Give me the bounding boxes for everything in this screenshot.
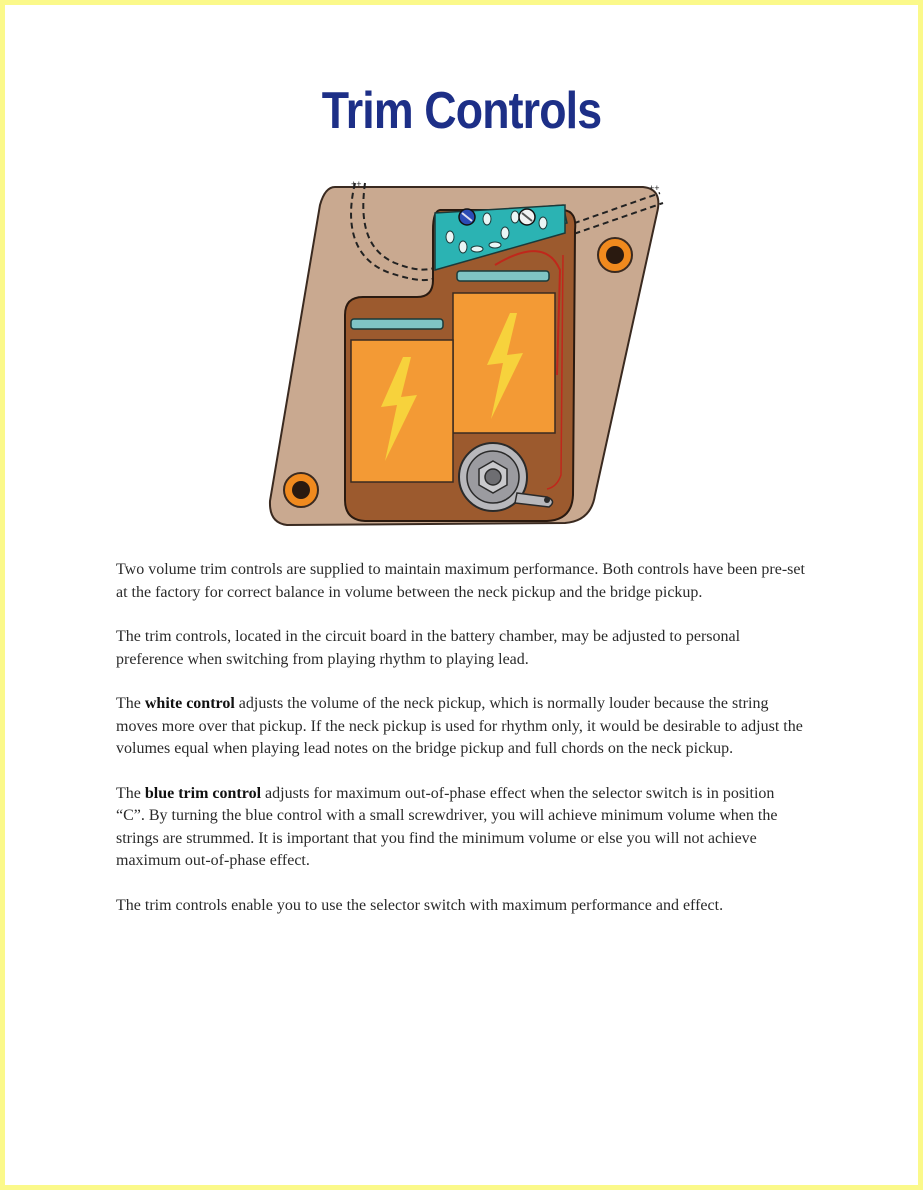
blue-trim-control[interactable] — [459, 209, 475, 225]
text-run: adjusts the volume of the neck pickup, which is normally louder because the string moves more over that pickup. If the neck pickup is used for rhythm only, it would be desirable to adjust the volumes equal when playing lead notes on the bridge pickup and full chords on the neck pickup. — [116, 695, 803, 757]
text-run: The — [116, 695, 145, 712]
svg-text:++: ++ — [649, 183, 660, 193]
paragraph-white-control — [116, 693, 806, 761]
svg-text:++: ++ — [351, 179, 362, 189]
white-control-term: white control — [144, 695, 235, 712]
battery-right — [453, 293, 555, 433]
paragraph-summary: The trim controls enable you to use the selector switch with maximum performance and effect. — [116, 896, 724, 914]
paragraph-location: The trim controls, located in the circuit board in the battery chamber, may be adjusted to personal preference when switching from playing rhythm to playing lead. — [116, 628, 741, 668]
mounting-screw-icon — [284, 473, 318, 507]
page-title: Trim Controls — [321, 82, 602, 140]
white-trim-control[interactable] — [519, 209, 535, 225]
text-run: The — [116, 784, 145, 802]
text-run: adjusts for maximum out-of-phase effect when the selector switch is in position “C”. By turning the blue control with a small screwdriver, you will achieve minimum volume when the strings are strummed. It is important that you find the minimum volume or else you will not achieve maximum out-of-phase effect. — [116, 784, 778, 869]
paragraph-intro: Two volume trim controls are supplied to maintain maximum performance. Both controls have been pre-set at the factory for correct balance in volume between the neck pickup and the bridge pickup. — [116, 561, 805, 601]
battery-left — [351, 340, 453, 482]
battery-chamber-illustration — [265, 175, 675, 530]
mounting-screw-icon — [598, 238, 632, 272]
blue-trim-control-term: blue trim control — [144, 784, 262, 802]
body-text — [116, 559, 806, 939]
paragraph-blue-control — [116, 783, 806, 873]
